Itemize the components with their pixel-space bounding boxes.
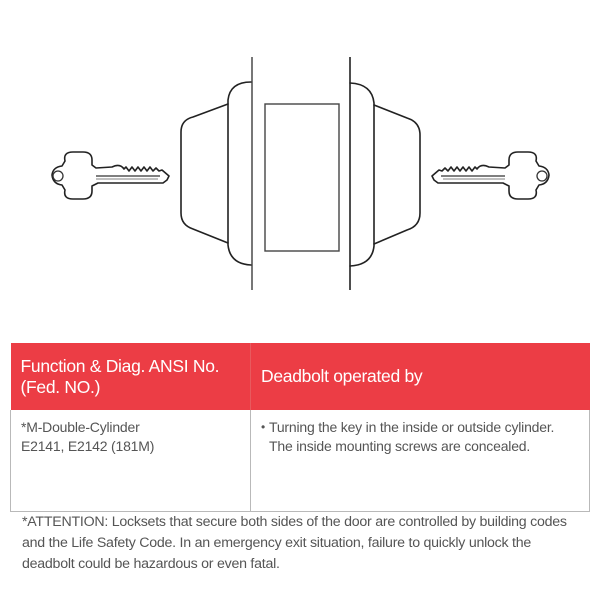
left-key-icon <box>52 152 169 199</box>
function-spec-table <box>10 343 590 512</box>
outside-cylinder-housing <box>181 82 251 265</box>
bullet-icon: • <box>261 420 266 434</box>
header-function <box>11 343 251 410</box>
right-key-icon <box>432 152 549 199</box>
attention-note: *ATTENTION: Locksets that secure both sides of the door are controlled by building codes and the Life Safety Code. In an emergency exit situation, failure to quickly unlock the deadbolt could be hazardous or even fatal. <box>22 514 567 572</box>
operated-by-cell <box>251 410 590 512</box>
function-name: *M-Double-Cylinder <box>21 419 140 435</box>
header-function-line1: Function & Diag. ANSI No. <box>20 355 220 376</box>
function-cell <box>11 410 251 512</box>
header-function-line2: (Fed. NO.) <box>20 376 101 397</box>
operated-by-line2: The inside mounting screws are concealed. <box>269 438 531 454</box>
ansi-numbers: E2141, E2142 (181M) <box>21 438 155 454</box>
table-header-row <box>11 343 590 410</box>
operated-by-line1: Turning the key in the inside or outside cylinder. <box>269 419 555 435</box>
header-operated-by: Deadbolt operated by <box>251 343 590 410</box>
inside-cylinder-housing <box>350 83 420 266</box>
table-row <box>11 410 590 512</box>
bolt-faceplate <box>265 104 339 251</box>
